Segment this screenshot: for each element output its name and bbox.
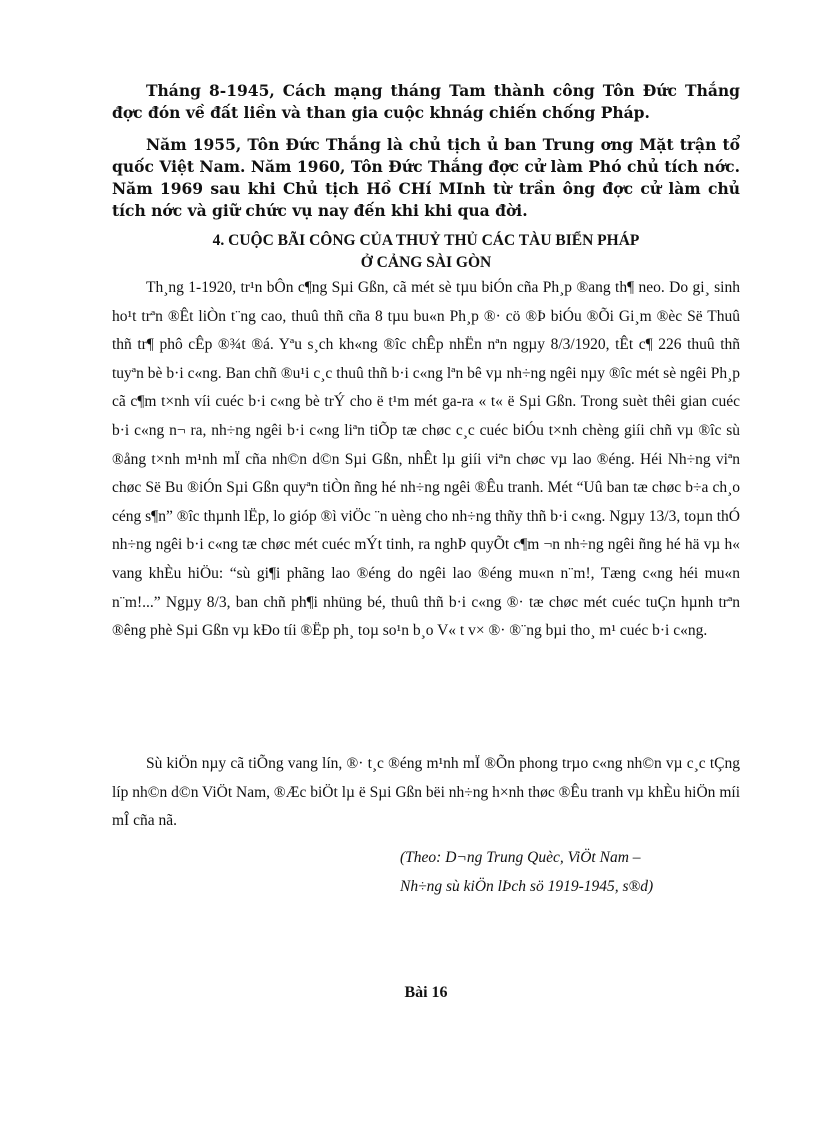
body-paragraph-1: Th¸ng 1-1920, tr¹n bÔn c¶ng Sµi Gßn, cã mét sè tµu biÓn cña Ph¸p ®ang th¶ neo. Do gi¸ sinh ho¹t trªn ®Êt liÒn t¨ng cao, thuû thñ cña 8 tµu bu«n Ph¸p ®· cö ®Þ biÓu ®Õi Gi¸m ®èc Së Thuû thñ tr¶ phô cÊp ®¾t ®á. Yªu s¸ch kh«ng ®îc chÊp nhËn nªn ngµy 8/3/1920, tÊt c¶ 226 thuû thñ tuyªn bè b·i c«ng. Ban chñ ®u¹i c¸c thuû thñ b·i c«ng lªn bê vµ nh÷ng ngêi nµy ®îc mét sè ngêi Ph¸p cã c¶m t×nh víi cuéc b·i c«ng bè trÝ cho ë t¹m mét ga-ra « t« ë Sµi Gßn. Trong suèt thêi gian cuéc b·i c«ng n¬ ra, nh÷ng ngêi b·i c«ng liªn tiÕp tæ chøc c¸c cuéc biÓu t×nh chèng giíi chñ vµ ®îc sù ®ång t×nh m¹nh mÏ cña nh©n d©n Sµi Gßn, nhÊt lµ giíi viªn chøc vµ lao ®éng. Héi Nh÷ng viªn chøc Së Bu ®iÓn Sµi Gßn quyªn tiÒn ñng hé nh÷ng ngêi ®Êu tranh. Mét “Uû ban tæ chøc b÷a ch¸o céng s¶n” ®îc thµnh lËp, lo gióp ®ì viÖc ¨n uèng cho nh÷ng thñy thñ b·i c«ng. Ngµy 13/3, toµn thÓ nh÷ng ngêi b·i c«ng tæ chøc mét cuéc mÝt tinh, ra nghÞ quyÕt c¶m ¬n nh÷ng ngêi ñng hé hä vµ h« vang khÈu hiÖu: “sù gi¶i phãng lao ®éng do ngêi lao ®éng mu«n n¨m!, Tæng c«ng héi mu«n n¨m!...” Ngµy 8/3, ban chñ ph¶i nhüng bé, thuû thñ b·i c«ng ®· tæ chøc mét cuéc tuÇn hµnh trªn ®êng phè Sµi Gßn vµ kÐo tíi ®Ëp ph¸ toµ so¹n b¸o V« t v× ®· ®¨ng bµi tho¸ m¹ cuéc b·i c«ng. (112, 279, 740, 640)
intro-paragraph-1: Tháng 8-1945, Cách mạng tháng Tam thành công Tôn Đức Thắng đợc đón về đất liền và than gia cuộc khnág chiến chống Pháp. (112, 81, 740, 122)
intro-paragraph-2: Năm 1955, Tôn Đức Thắng là chủ tịch ủ ban Trung ơng Mặt trận tổ quốc Việt Nam. Năm 1960, Tôn Đức Thắng đợc cử làm Phó chủ tích nớc. Năm 1969 sau khi Chủ tịch Hồ CHí MInh từ trần ông đợc cử làm chủ tích nớc và giữ chức vụ nay đến khi khi qua đời. (112, 135, 740, 220)
section-heading-line-2: Ở CẢNG SÀI GÒN (360, 254, 492, 271)
citation-line-1: (Theo: D¬ng Trung Quèc, ViÖt Nam – (400, 849, 641, 866)
citation (400, 843, 740, 901)
citation-line-2: Nh÷ng sù kiÖn lÞch sö 1919-1945, s®d) (400, 878, 654, 895)
body-paragraph-2: Sù kiÖn nµy cã tiÕng vang lín, ®· t¸c ®éng m¹nh mÏ ®Õn phong trµo c«ng nh©n vµ c¸c tÇng líp nh©n d©n ViÖt Nam, ®Æc biÖt lµ ë Sµi Gßn bëi nh÷ng h×nh thøc ®Êu tranh vµ khÈu hiÖn míi mÎ cña nã. (112, 755, 740, 830)
section-heading-line-1: 4. CUỘC BÃI CÔNG CỦA THUỶ THỦ CÁC TÀU BIỂN PHÁP (212, 232, 640, 249)
lesson-title: Bài 16 (404, 984, 448, 1001)
